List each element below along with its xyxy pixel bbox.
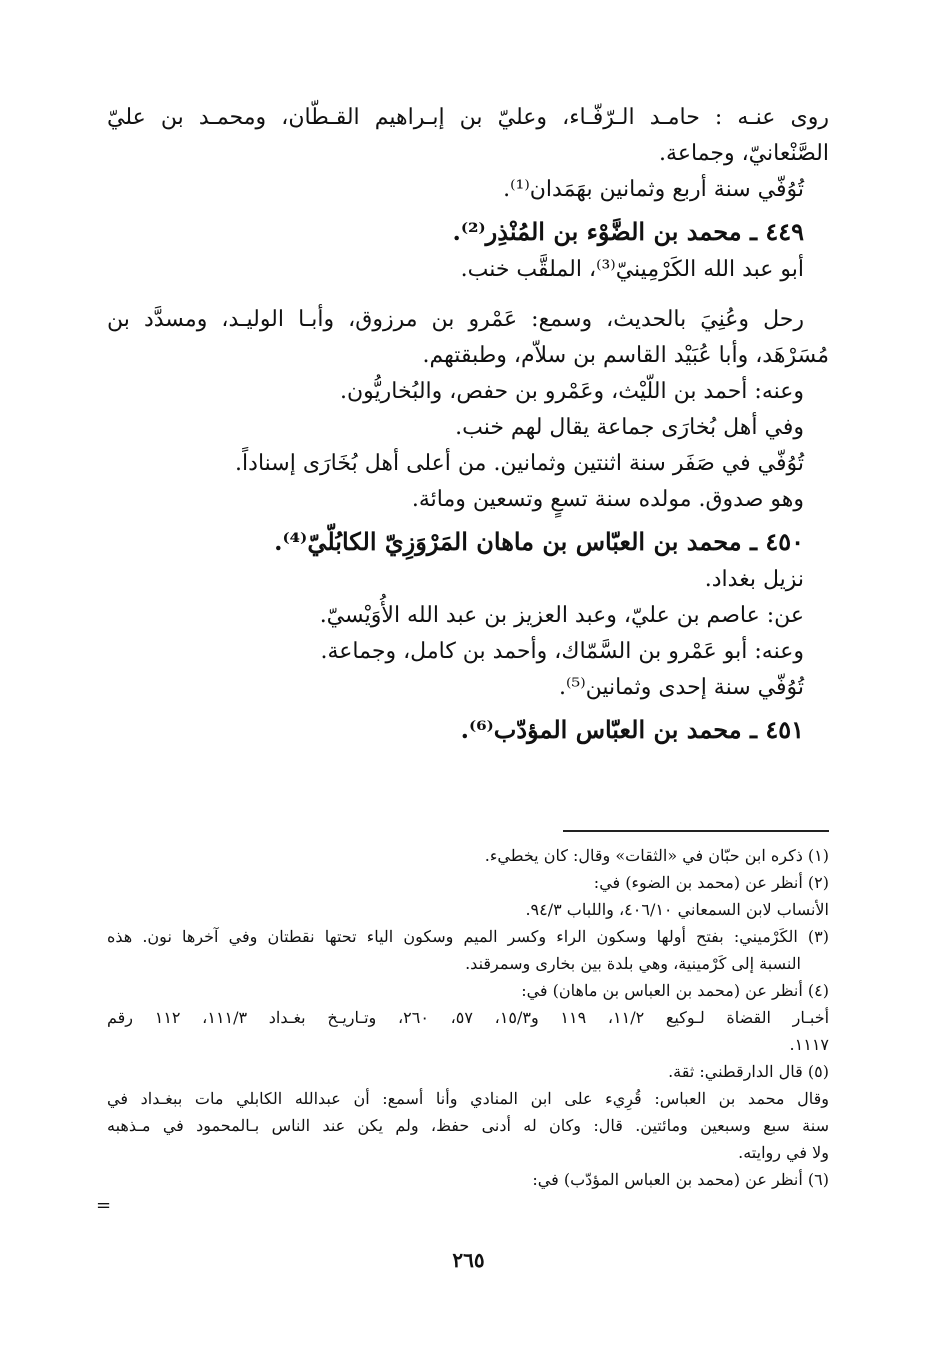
text-line: تُوُفّي سنة إحدى وثمانين⁽⁵⁾. <box>559 675 804 700</box>
footnote-4: (٤) أنظر عن (محمد بن العباس بن ماهان) في: <box>521 981 829 1000</box>
footnote-separator <box>563 830 829 832</box>
text-line: الصَّنْعانيّ، وجماعة. <box>659 141 829 166</box>
text-line: نزيل بغداد. <box>704 567 804 592</box>
footnote-5-text: وقال محمد بن العباس: قُرِيء على ابن المنادي وأنا أسمع: أن عبدالله الكابلي مات ببغـداد في <box>107 1089 829 1108</box>
footnote-5-text: سنة سبع وسبعين ومائتين. قال: وكان له أدنى حفظ، ولم يكن عند الناس بـالمحمود في مـذهبه <box>107 1116 829 1135</box>
footnote-3-cont: النسبة إلى كَرْمينية، وهي بلدة بين بخارى وسمرقند. <box>465 954 801 973</box>
footnote-3: (٣) الكَرْميني: بفتح أولها وسكون الراء وكسر الميم وسكون الياء تحتها نقطتان وفي آخرها نون. هذه <box>107 927 829 946</box>
entry-heading-451: ٤٥١ ـ محمد بن العبّاس المؤدّب⁽⁶⁾. <box>460 715 804 744</box>
text-line: روى عنـه : حامـد الـرّفّـاء، وعليّ بن إبـراهيم القـطّان، ومحمـد بن عليّ <box>107 105 829 130</box>
footnote-2-ref: الأنساب لابن السمعاني ٤٠٦/١٠، واللباب ٩٤/٣. <box>525 900 829 919</box>
footnote-1: (١) ذكره ابن حبّان في «الثقات» وقال: كان يخطيء. <box>484 846 829 865</box>
footnote-4-ref: أخبـار القضاة لـوكيع ١١/٢، ١١٩ و١٥/٣، ٥٧، ٢٦٠، وتـاريـخ بغـداد ١١١/٣، ١١٢ رقم <box>107 1008 830 1027</box>
text-line: تُوُفّي في صَفَر سنة اثنتين وثمانين. من أعلى أهل بُخَارَى إسناداً. <box>235 451 804 476</box>
text-line: مُسَرْهَد، وأبا عُبَيْد القاسم بن سلاّم، وطبقتهم. <box>422 343 829 368</box>
footnote-5-text: ولا في روايته. <box>738 1143 829 1162</box>
text-line: رحل وعُنِيَ بالحديث، وسمع: عَمْرو بن مرزوق، وأبـا الوليـد، ومسدَّد بن <box>107 307 804 332</box>
entry-heading-449: ٤٤٩ ـ محمد بن الضَّوْء بن المُنْذِر⁽²⁾. <box>452 217 804 246</box>
entry-heading-450: ٤٥٠ ـ محمد بن العبّاس بن ماهان المَرْوَزِيّ الكابُلّيّ⁽⁴⁾. <box>274 527 804 556</box>
text-line: أبو عبد الله الكَرْمِينيّ⁽³⁾، الملقَّب خنب. <box>460 257 804 282</box>
footnotes <box>107 842 829 1193</box>
text-line: وهو صدوق. مولده سنة تسعٍ وتسعين ومائة. <box>411 487 804 512</box>
text-line: عن: عاصم بن عليّ، وعبد العزيز بن عبد الله الأُوَيْسيّ. <box>319 603 804 628</box>
footnote-6: (٦) أنظر عن (محمد بن العباس المؤدّب) في: <box>532 1170 829 1189</box>
footnote-4-ref-cont: ١١١٧. <box>789 1035 829 1054</box>
footnote-2: (٢) أنظر عن (محمد بن الضوء) في: <box>593 873 829 892</box>
page-number: ٢٦٥ <box>452 1248 485 1272</box>
main-text <box>107 100 829 750</box>
text-line: تُوُفّي سنة أربع وثمانين بهَمَدان⁽¹⁾. <box>503 177 804 202</box>
continuation-mark: = <box>96 1195 112 1216</box>
text-line: وعنه: أبو عَمْرو بن السَّمّاك، وأحمد بن كامل، وجماعة. <box>320 639 804 664</box>
text-line: وفي أهل بُخارَى جماعة يقال لهم خنب. <box>455 415 804 440</box>
text-line: وعنه: أحمد بن اللّيْث، وعَمْرو بن حفص، والبُخاريُّون. <box>340 379 804 404</box>
footnote-5: (٥) قال الدارقطني: ثقة. <box>668 1062 829 1081</box>
